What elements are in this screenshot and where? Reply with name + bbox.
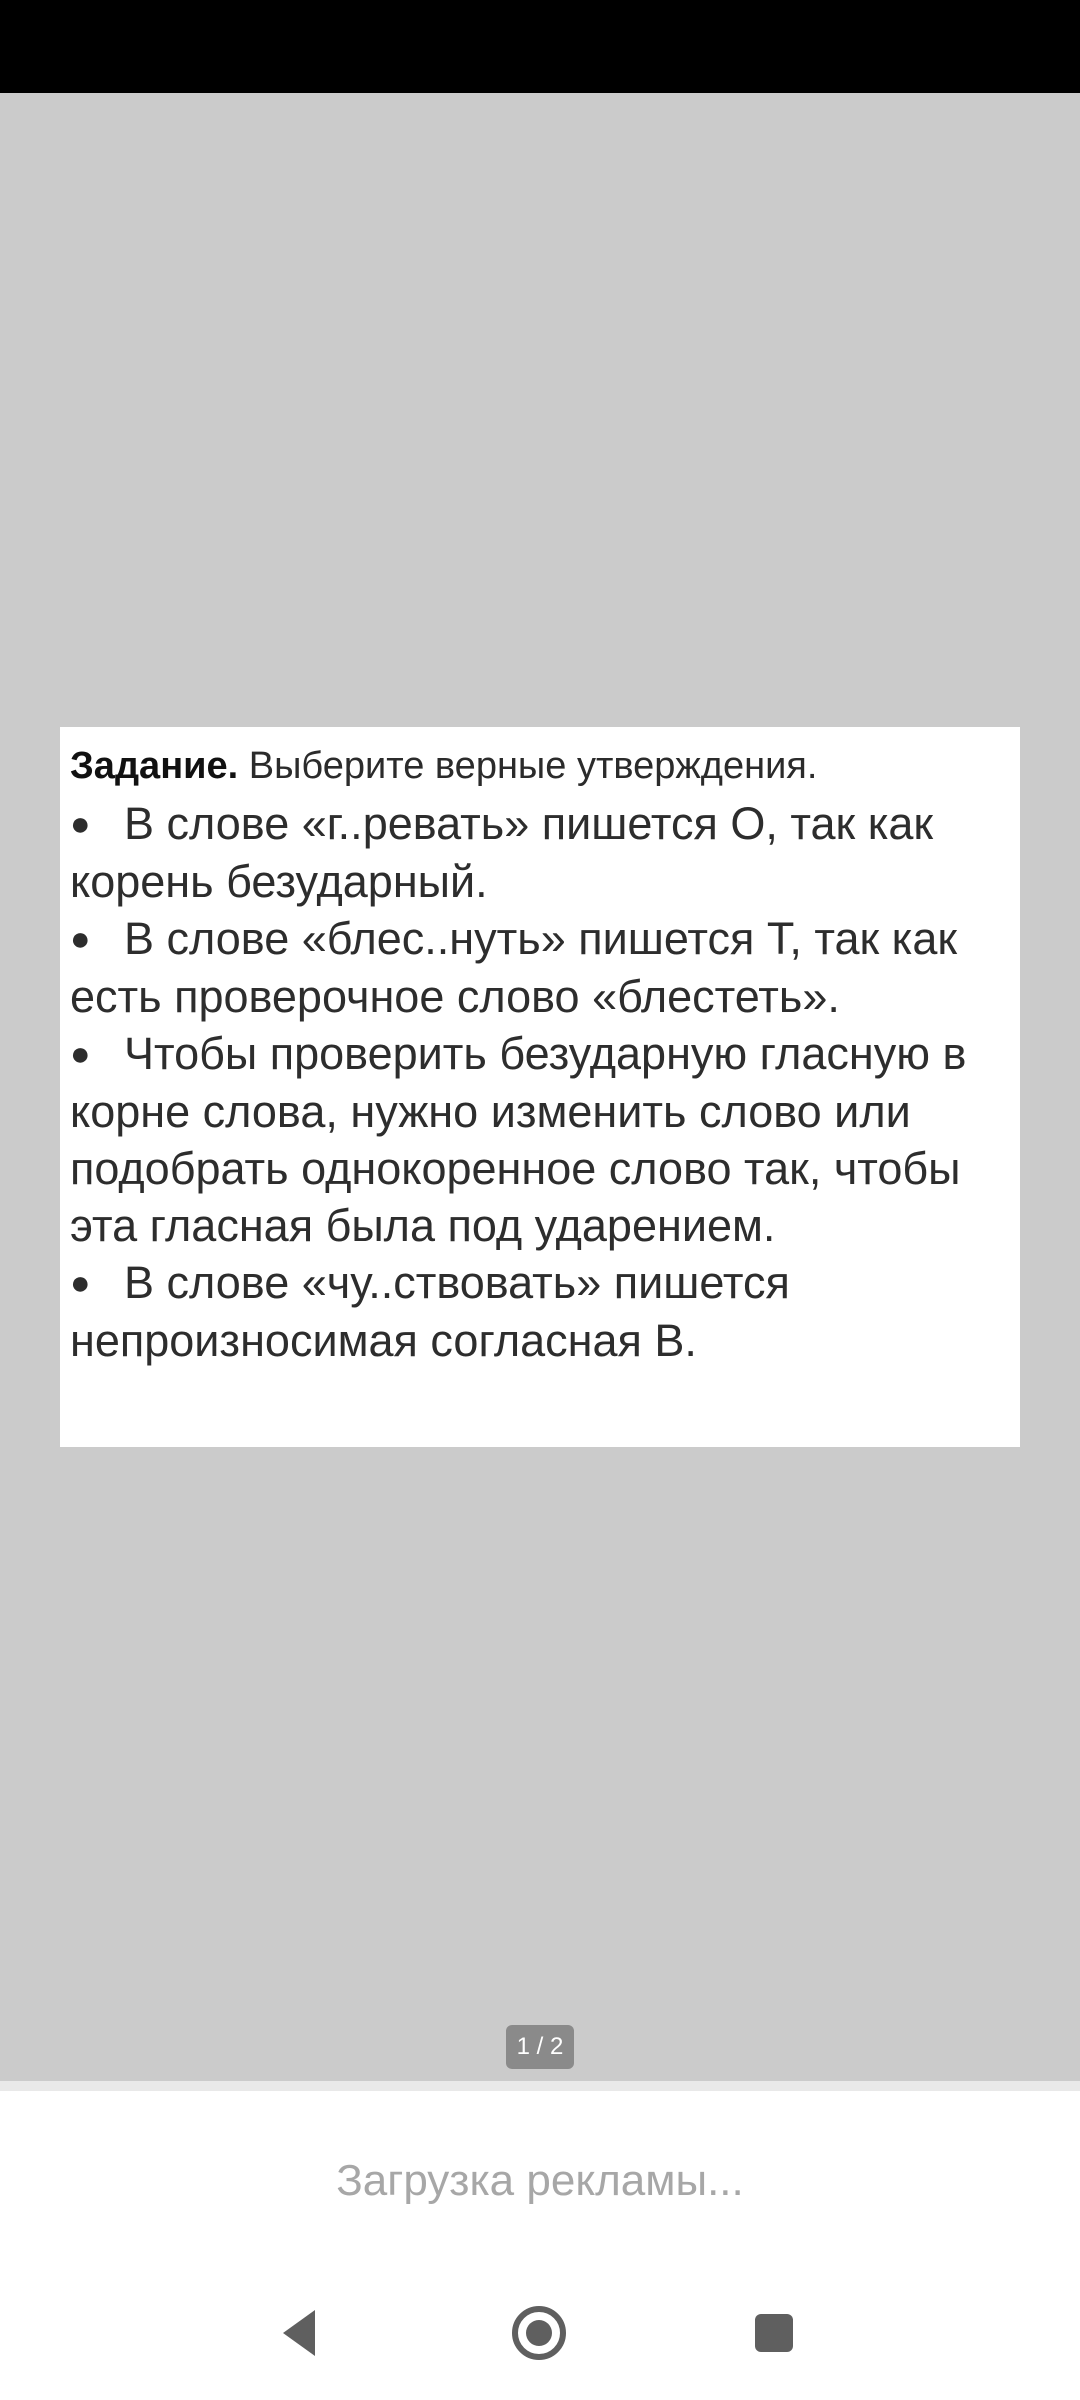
task-header: [70, 737, 1010, 795]
bullet-icon: ●: [70, 1264, 91, 1302]
statement-item: [70, 1254, 1010, 1369]
statement-item: [70, 1025, 1010, 1254]
divider: [0, 2081, 1080, 2091]
statement-item: [70, 910, 1010, 1025]
back-button[interactable]: [253, 2271, 353, 2400]
recents-icon: [744, 2298, 804, 2368]
home-button[interactable]: [489, 2271, 589, 2400]
statement-text: В слове «чу..ствовать» пишется непроизносимая согласная В.: [70, 1257, 790, 1366]
recents-button[interactable]: [724, 2271, 824, 2400]
home-icon: [509, 2298, 569, 2368]
task-header-text: Выберите верные утверждения.: [238, 745, 818, 787]
back-icon: [273, 2298, 333, 2368]
task-statements-list: [70, 795, 1010, 1369]
ad-banner[interactable]: [0, 2091, 1080, 2271]
bullet-icon: ●: [70, 1035, 91, 1073]
status-bar: [0, 0, 1080, 93]
ad-loading-text: Загрузка рекламы...: [336, 2156, 744, 2205]
navigation-bar: [0, 2271, 1080, 2400]
statement-text: Чтобы проверить безударную гласную в корне слова, нужно изменить слово или подобрать однокоренное слово так, чтобы эта гласная была под ударением.: [70, 1028, 967, 1251]
task-card: [60, 727, 1020, 1447]
bullet-icon: ●: [70, 920, 91, 958]
page-indicator: 1 / 2: [506, 2025, 574, 2069]
task-header-bold: Задание.: [70, 745, 239, 787]
statement-text: В слове «блес..нуть» пишется Т, так как есть проверочное слово «блестеть».: [70, 913, 958, 1022]
statement-item: [70, 795, 1010, 910]
bullet-icon: ●: [70, 805, 91, 843]
statement-text: В слове «г..ревать» пишется О, так как корень безударный.: [70, 798, 934, 907]
